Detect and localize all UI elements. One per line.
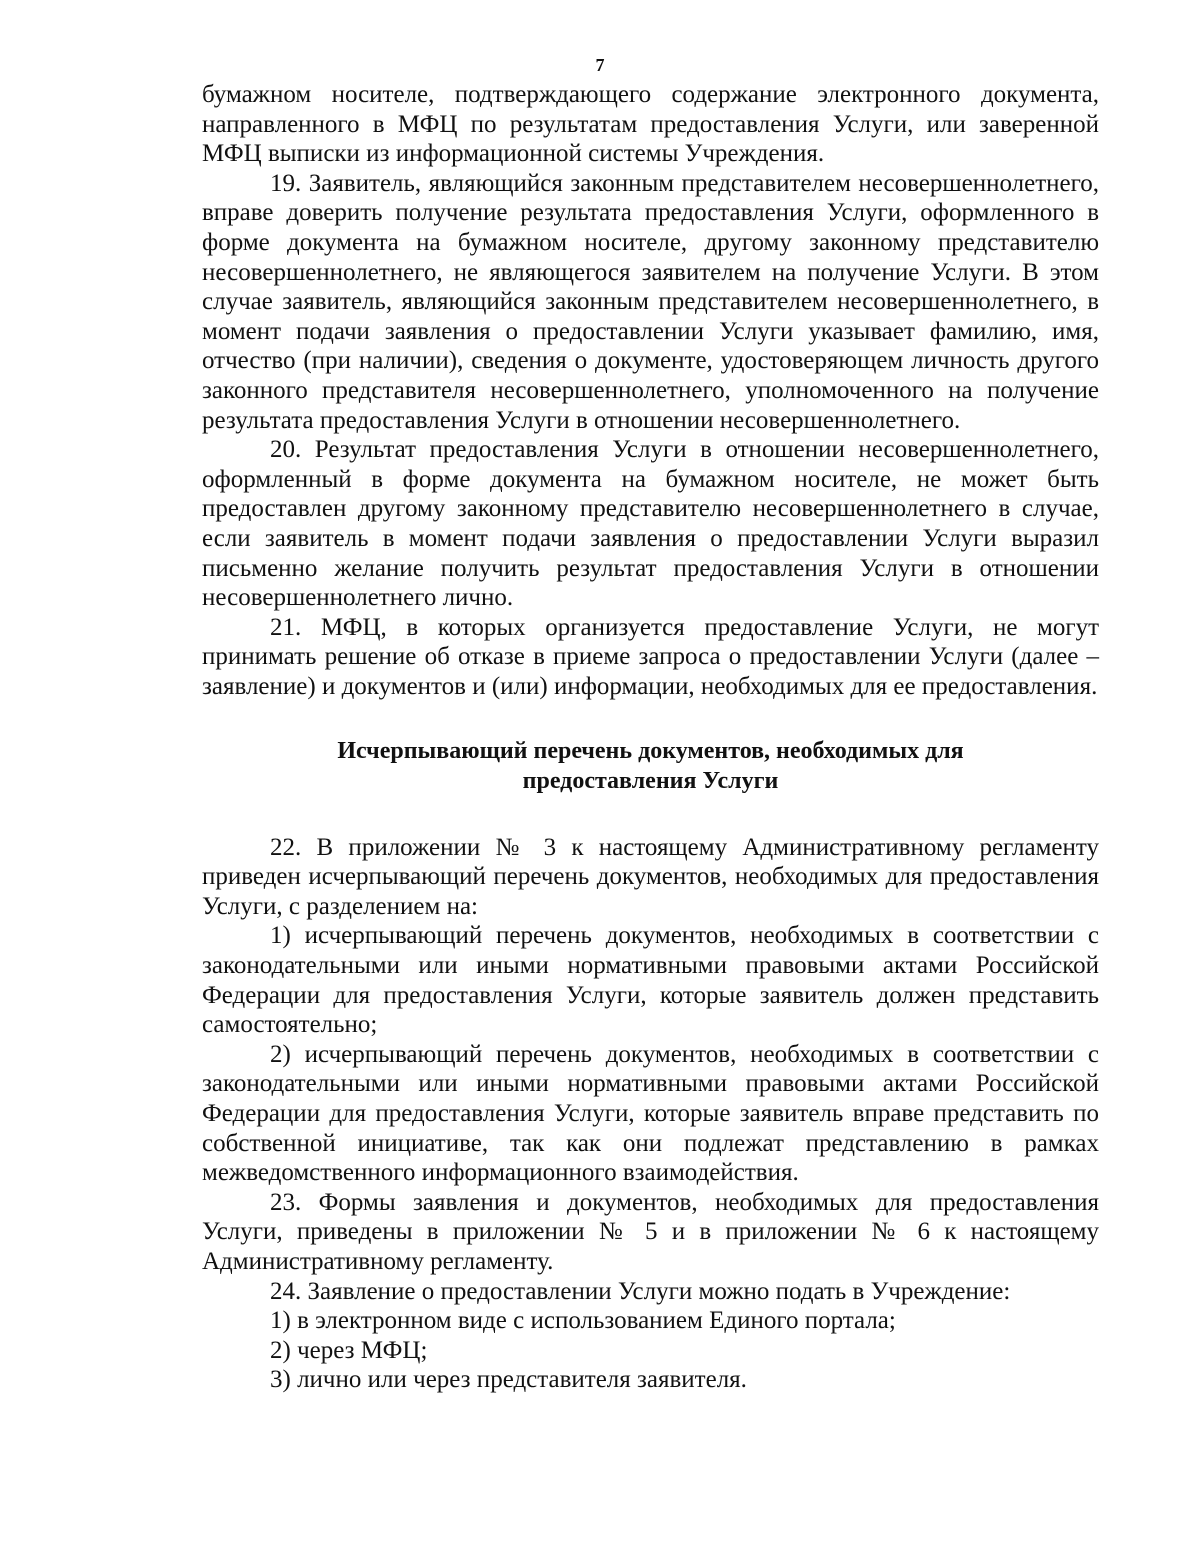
section-heading-line-1: Исчерпывающий перечень документов, необходимых для (337, 738, 964, 765)
section-heading (202, 737, 1099, 796)
paragraph-22-item-2: 2) исчерпывающий перечень документов, необходимых в соответствии с законодательными или иными нормативными правовыми актами Российской Федерации для предоставления Услуги, которые заявитель вправе представить по собственной инициативе, так как они подлежат представлению в рамках межведомственного информационного взаимодействия. (202, 1040, 1099, 1187)
paragraph-21: 21. МФЦ, в которых организуется предоставление Услуги, не могут принимать решение об отказе в приеме запроса о предоставлении Услуги (далее – заявление) и документов и (или) информации, необходимых для ее предоставления. (202, 613, 1099, 700)
page-number: 7 (595, 55, 605, 75)
list-item-24-3: 3) лично или через представителя заявителя. (270, 1366, 747, 1394)
section-heading-line-2: предоставления Услуги (522, 768, 779, 795)
paragraph-22: 22. В приложении № 3 к настоящему Административному регламенту приведен исчерпывающий перечень документов, необходимых для предоставления Услуги, с разделением на: (202, 833, 1099, 920)
paragraph-24: 24. Заявление о предоставлении Услуги можно подать в Учреждение: (270, 1277, 1011, 1305)
paragraph-23: 23. Формы заявления и документов, необходимых для предоставления Услуги, приведены в приложении № 5 и в приложении № 6 к настоящему Административному регламенту. (202, 1188, 1099, 1275)
paragraph-20: 20. Результат предоставления Услуги в отношении несовершеннолетнего, оформленный в форме документа на бумажном носителе, не может быть предоставлен другому законному представителю несовершеннолетнего в случае, если заявитель в момент подачи заявления о предоставлении Услуги выразил письменно желание получить результат предоставления Услуги в отношении несовершеннолетнего лично. (202, 436, 1099, 612)
paragraph-22-item-1: 1) исчерпывающий перечень документов, необходимых в соответствии с законодательными или иными нормативными правовыми актами Российской Федерации для предоставления Услуги, которые заявитель должен представить самостоятельно; (202, 922, 1099, 1039)
list-item-24-1: 1) в электронном виде с использованием Единого портала; (270, 1307, 896, 1335)
paragraph-continuation: бумажном носителе, подтверждающего содержание электронного документа, направленного в МФЦ по результатам предоставления Услуги, или заверенной МФЦ выписки из информационной системы Учреждения. (202, 81, 1099, 168)
paragraph-19: 19. Заявитель, являющийся законным представителем несовершеннолетнего, вправе доверить получение результата предоставления Услуги, оформленного в форме документа на бумажном носителе, другому законному представителю несовершеннолетнего, не являющегося заявителем на получение Услуги. В этом случае заявитель, являющийся законным представителем несовершеннолетнего, в момент подачи заявления о предоставлении Услуги указывает фамилию, имя, отчество (при наличии), сведения о документе, удостоверяющем личность другого законного представителя несовершеннолетнего, уполномоченного на получение результата предоставления Услуги в отношении несовершеннолетнего. (202, 169, 1099, 434)
document-body (202, 80, 1099, 1395)
list-item-24-2: 2) через МФЦ; (270, 1336, 428, 1364)
